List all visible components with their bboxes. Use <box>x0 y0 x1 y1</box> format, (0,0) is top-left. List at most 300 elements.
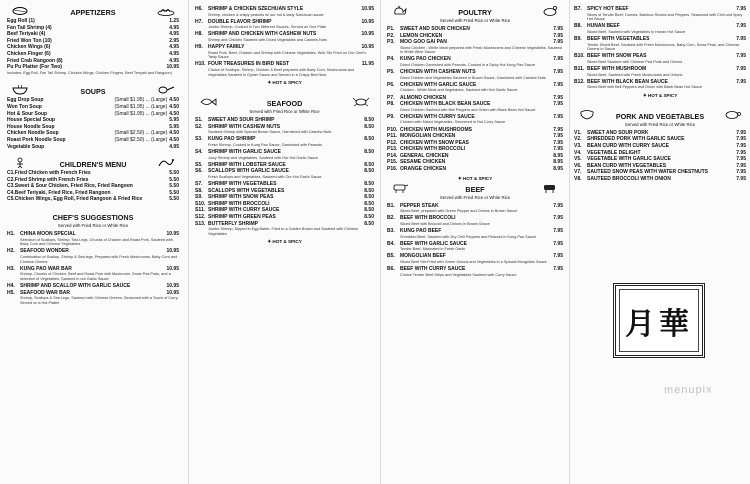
item-description: Diced Chicken and Vegetables Sauteed in Brown Sauce, Garnished with Cashew Nuts <box>400 75 546 80</box>
item-description: Jumbo Shrimp, Cooked in Two Different Sauces, Served on One Plate <box>208 25 327 30</box>
item-description: Chicken with Mixed Vegetables, Simmered in Hot Curry Sauce <box>400 120 506 125</box>
item-price: 10.95 <box>361 6 374 12</box>
menu-item-row <box>7 111 179 118</box>
hot-spicy-legend-1: ✦HOT & SPICY <box>267 80 302 87</box>
menu-item-row <box>7 104 179 111</box>
item-code: B1. <box>387 202 395 209</box>
item-code: P1. <box>387 26 395 32</box>
item-name: SHRIMP WITH BROCCOLI <box>208 200 270 207</box>
item-name: SPICY HOT BEEF <box>587 6 629 12</box>
pig-icon <box>724 109 742 120</box>
menu-item-row <box>7 117 179 124</box>
item-code: H10. <box>195 61 206 68</box>
item-price: 7.95 <box>736 136 746 143</box>
item-code: P11. <box>387 133 398 140</box>
menu-item-row <box>387 241 563 248</box>
item-name: SHRIMP WITH LOBSTER SAUCE <box>208 161 286 168</box>
item-code: B6. <box>387 266 395 273</box>
menu-item-row <box>7 290 179 297</box>
item-name: Fried Crab Rangoon (8) <box>7 57 63 64</box>
logo-chinese-characters: 月華 <box>625 306 693 342</box>
item-price: 7.95 <box>553 253 563 260</box>
item-name: SHRIMP & CHICKEN SZECHUAN STYLE <box>208 6 304 12</box>
chili-pepper-icon: ✦ <box>267 239 272 246</box>
soup-spoon-icon <box>157 84 175 95</box>
item-name: Egg Roll (1) <box>7 18 35 24</box>
item-code: P8. <box>387 101 395 108</box>
seafood-subtitle: Served with Fried Rice or White Rice <box>249 109 320 115</box>
item-description: Fresh Shrimp, Cooked in Kung Pao Sauce, Garnished with Peanuts <box>208 143 322 147</box>
item-code: B9. <box>574 35 582 42</box>
item-description: Tender Beef, Marinated in Fresh Garlic <box>400 247 466 252</box>
chef-list <box>7 231 179 305</box>
item-price: 1.25 <box>169 18 179 24</box>
item-code: V8. <box>574 175 582 182</box>
item-description: Sauteed Shrimp with Special Brown Sauce, Garnished with Cashew Nuts <box>208 130 332 135</box>
item-code: B8. <box>574 23 582 30</box>
item-price: 7.95 <box>553 215 563 222</box>
item-code: P12. <box>387 139 398 146</box>
menu-item-row <box>195 124 374 131</box>
menu-item-row <box>387 266 563 273</box>
item-code: S1. <box>195 117 203 124</box>
item-price: 7.95 <box>553 113 563 120</box>
item-price: 10.95 <box>361 44 374 51</box>
item-price: 10.95 <box>166 289 179 296</box>
menu-item-row <box>7 283 179 290</box>
item-code: P4. <box>387 56 395 63</box>
menu-item-row <box>7 124 179 131</box>
item-name: C2.Fried Shrimp with French Fries <box>7 176 89 183</box>
item-price: 7.95 <box>553 32 563 39</box>
beef-heading: BEEF <box>387 185 563 194</box>
item-price: 7.95 <box>553 228 563 235</box>
item-code: H7. <box>195 18 203 25</box>
item-price: 5.50 <box>169 189 179 196</box>
egg-roll-icon <box>11 5 29 16</box>
item-name: Egg Drop Soup <box>7 97 44 104</box>
item-name: SHRIMP AND SCALLOP WITH GARLIC SAUCE <box>20 282 131 289</box>
beef-list <box>387 203 563 278</box>
item-description: Shrimp and Chicken Sauteed with Diced Vegetables and Cashew Nuts <box>208 37 327 42</box>
chili-pepper-icon: ✦ <box>457 175 462 182</box>
item-name: SHREDDED PORK WITH GARLIC SAUCE <box>587 136 685 143</box>
chef-specials-continued <box>195 6 374 77</box>
menu-item-row <box>387 153 563 160</box>
menu-item-row <box>7 58 179 65</box>
dumpling-plate-icon <box>157 5 175 16</box>
item-price: 4.95 <box>169 143 179 150</box>
item-price: 8.50 <box>364 187 374 194</box>
item-name: Chicken Noodle Soup <box>7 130 59 137</box>
item-name: SHRIMP WITH SNOW PEAS <box>208 194 274 201</box>
item-code: P16. <box>387 166 398 173</box>
menu-item-row <box>387 33 563 40</box>
cow-icon <box>391 182 409 193</box>
item-name: HUNAN BEEF <box>587 23 620 30</box>
item-description: Sliced Beef, Sauteed with Vegetables in Hunan Hot Sauce <box>587 29 686 34</box>
menu-item-row <box>7 18 179 25</box>
item-name: KUNG PAO WAR BAR <box>20 265 72 272</box>
item-name: House Noodle Soup <box>7 123 55 130</box>
item-name: CHICKEN WITH CASHEW NUTS <box>400 69 476 76</box>
fish-icon <box>199 96 217 107</box>
item-code: S8. <box>195 187 203 194</box>
item-name: VEGETABLE DELIGHT <box>587 149 641 156</box>
item-price: 11.95 <box>361 61 374 68</box>
item-name: PEPPER STEAK <box>400 202 439 209</box>
item-description: Shrimp, chicken & crispy peanuts w/ our hot & tasty Szechuan sauce <box>208 12 324 17</box>
item-price: 8.50 <box>364 168 374 175</box>
chef-subtitle: Served with Fried Rice or White Rice <box>57 223 129 229</box>
item-price: 8.95 <box>553 152 563 159</box>
item-code: P15. <box>387 159 398 166</box>
item-code: V4. <box>574 149 582 156</box>
size-options: (Small $2.50) ... (Large) <box>114 130 168 137</box>
menu-item-row <box>387 56 563 63</box>
item-name: CHICKEN WITH BROCCOLI <box>400 146 465 153</box>
item-name: HAPPY FAMILY <box>208 44 245 51</box>
column-1 <box>0 0 185 484</box>
item-code: P14. <box>387 152 398 159</box>
item-description: Tender Sliced Beef, Sauteed with Fresh Mushrooms, Baby Corn, Snow Peas, and Chinese Greens in Sauce <box>587 42 740 52</box>
item-description: Slices of Tender Beef, Carrots, Bamboo Shoots and Peppers, Seasoned with Chili and Spicy Hot Sauce <box>587 12 743 22</box>
item-code: S6. <box>195 168 203 175</box>
item-name: VEGETABLE WITH GARLIC SAUCE <box>587 156 671 163</box>
poultry-subtitle: Served with Fried Rice or White Rice <box>439 18 511 23</box>
item-price: 4.95 <box>169 31 179 38</box>
menu-item-row <box>7 231 179 238</box>
item-price: 10.95 <box>166 231 179 238</box>
menu-item-row <box>7 130 179 137</box>
menu-item-row <box>195 207 374 214</box>
menu-item-row <box>574 150 746 157</box>
menu-item-row <box>574 53 746 60</box>
childrens-heading: CHILDREN'S MENU <box>7 160 179 169</box>
item-name: MONGOLIAN CHICKEN <box>400 133 456 140</box>
item-name: KUNG PAO SHRIMP <box>208 136 256 143</box>
menu-item-row <box>195 201 374 208</box>
pork-heading: PORK AND VEGETABLES <box>574 112 746 121</box>
item-name: SWEET AND SOUR SHRIMP <box>208 117 275 124</box>
item-price: 7.95 <box>736 35 746 42</box>
menu-item-row <box>387 82 563 89</box>
item-price: 10.95 <box>361 18 374 25</box>
vegetable-icon <box>578 109 596 120</box>
item-price: 7.95 <box>553 146 563 153</box>
bull-icon <box>541 182 559 193</box>
menu-item-row <box>195 194 374 201</box>
menu-item-row <box>7 25 179 32</box>
item-name: BEEF WITH CURRY SAUCE <box>400 266 466 273</box>
hen-icon <box>541 5 559 16</box>
dragon-icon <box>157 157 175 168</box>
item-name: C5.Chicken Wings, Egg Roll, Fried Rangoon & Fried Rice <box>7 196 143 203</box>
menu-item-row <box>387 253 563 260</box>
item-name: Hot & Sour Soup <box>7 110 47 117</box>
menu-item-row <box>195 188 374 195</box>
poultry-list <box>387 26 563 173</box>
item-code: V3. <box>574 143 582 149</box>
menu-item-row <box>7 144 179 151</box>
item-code: B4. <box>387 240 395 247</box>
item-price: 8.50 <box>364 136 374 143</box>
item-name: ORANGE CHICKEN <box>400 166 447 173</box>
item-description: Chicken - White Meat and Vegetables, Sauteed with Hot Garlic Sauce <box>400 88 518 93</box>
menu-item-row <box>387 26 563 33</box>
item-name: BEEF WITH VEGETABLES <box>587 35 650 42</box>
item-price: 10.95 <box>361 31 374 38</box>
chili-pepper-icon: ✦ <box>642 92 647 99</box>
item-price: 5.95 <box>169 123 179 130</box>
item-price: 8.50 <box>364 161 374 168</box>
column-2 <box>188 0 378 484</box>
size-options: (Small $2.50) ... (Large) <box>114 136 168 143</box>
chef-heading: CHEF'S SUGGESTIONS <box>52 213 134 223</box>
item-price: 7.95 <box>553 69 563 76</box>
item-code: P2. <box>387 32 395 39</box>
soup-bowl-icon <box>11 84 29 95</box>
menu-item-row <box>7 196 179 203</box>
item-price: 7.95 <box>736 156 746 163</box>
item-name: BEEF WITH MUSHROOM <box>587 65 647 72</box>
item-price: 5.50 <box>169 176 179 183</box>
item-description: Choice of Scallops, Shrimp, Chicken & Beef prepared with Baby Corn, Mushrooms and Vegetables Sauteed in Oyster Sauce and Served in a Crispy Bird Nest <box>208 67 355 77</box>
item-price: 7.95 <box>553 266 563 273</box>
item-price: 7.95 <box>736 78 746 85</box>
menu-item-row <box>7 44 179 51</box>
item-name: SHRIMP WITH CURRY SAUCE <box>208 207 280 214</box>
item-code: S2. <box>195 123 203 130</box>
item-price: 4.95 <box>169 24 179 31</box>
item-price: 7.95 <box>736 129 746 136</box>
item-description: Sliced Beef Sauteed with Chinese Pea Pods and Onions <box>587 59 683 64</box>
item-code: P3. <box>387 39 395 46</box>
item-code: B3. <box>387 228 395 235</box>
item-code: S10. <box>195 200 206 207</box>
pupu-note: Includes: Egg Roll, Fan Tail Shrimp, Chicken Wings, Chicken Fingers, Beef Teriyaki and Rangoon) <box>7 70 172 75</box>
item-code: P5. <box>387 69 395 76</box>
item-code: H8. <box>195 31 203 38</box>
menu-item-row <box>574 79 746 86</box>
menu-item-row <box>387 203 563 210</box>
item-name: SHRIMP WITH GREEN PEAS <box>208 214 276 221</box>
menu-item-row <box>574 23 746 30</box>
menu-item-row <box>7 51 179 58</box>
menu-item-row <box>387 166 563 173</box>
item-code: P13. <box>387 146 398 153</box>
menu-item-row <box>7 38 179 45</box>
menu-item-row <box>7 97 179 104</box>
rooster-icon <box>391 5 409 16</box>
item-code: B10. <box>574 53 585 60</box>
item-price: 4.95 <box>169 44 179 51</box>
item-name: Roast Pork Noodle Soup <box>7 136 66 143</box>
item-name: SEAFOOD WONDER <box>20 248 69 255</box>
item-description: Selection of Scallops, Shrimp, Sea Legs, Chunks of Chicken and Roast Pork, Sauteed with Baby Corn and Chinese Vegetables <box>20 237 173 247</box>
item-price: 8.50 <box>364 117 374 124</box>
menu-item-row <box>387 159 563 166</box>
item-description: Jumbo Shrimp, Dipped in Egg Batter, Fried to a Golden Brown and Sauteed with Chinese Vegetables <box>208 227 359 236</box>
item-name: House Special Soup <box>7 117 56 124</box>
soups-list <box>7 97 179 150</box>
menu-item-row <box>387 228 563 235</box>
menu-item-row <box>387 69 563 76</box>
size-options: (Small $1.95) ... (Large) <box>114 97 168 104</box>
menu-item-row <box>195 136 374 143</box>
item-price: 7.95 <box>736 169 746 176</box>
item-name: SHRIMP WITH VEGETABLES <box>208 181 277 188</box>
menu-item-row <box>195 168 374 175</box>
item-price: 7.95 <box>553 56 563 63</box>
item-description: Combination of Scallop, Shrimp & Sea legs, Prepared with Fresh Mushrooms, Baby Corn and Chinese Greens <box>20 254 178 264</box>
item-code: V2. <box>574 136 582 143</box>
menu-item-row <box>574 66 746 73</box>
item-description: Sliced Beef, Sauteed with Fresh Mushrooms and Onions <box>587 72 683 77</box>
item-code: V6. <box>574 162 582 169</box>
item-code: P7. <box>387 94 395 101</box>
hot-spicy-legend-3: ✦HOT & SPICY <box>457 175 493 182</box>
item-name: C4.Beef Teriyaki, Fried Rice, Fried Rangoon <box>7 189 111 196</box>
item-price: 8.50 <box>364 200 374 207</box>
item-name: ALMOND CHICKEN <box>400 94 447 101</box>
pork-list <box>574 130 746 183</box>
item-code: P9. <box>387 113 395 120</box>
menu-item-row <box>574 143 746 150</box>
item-name: SAUTEED SNOW PEAS WITH WATER CHESTNUTS <box>587 169 709 176</box>
item-code: S7. <box>195 181 203 188</box>
item-description: Shrimp, Scallops & Sea Legs, Sauteed with Chinese Greens, Seasoned with a Touch of Curry, Served on a Hot Platter <box>20 296 179 305</box>
item-description: Choice Tender Beef Strips and Vegetables Sauteed with Curry Sauce <box>400 272 517 277</box>
item-code: V5. <box>574 156 582 163</box>
menu-item-row <box>387 95 563 102</box>
item-description: Juicy Shrimp and Vegetables, Sauteed with Our Hot Garlic Sauce <box>208 155 319 160</box>
item-price: 8.50 <box>364 181 374 188</box>
hot-spicy-legend-2: ✦HOT & SPICY <box>267 239 302 246</box>
item-price: 5.50 <box>169 183 179 190</box>
item-price: 7.95 <box>736 6 746 12</box>
item-name: GENERAL CHICKEN <box>400 152 449 159</box>
item-description: Diced Chicken Garnished with Peanuts, Cooked in a Spicy Hot Kung Pao Sauce <box>400 63 536 68</box>
item-code: P10. <box>387 126 398 133</box>
item-name: C3.Sweet & Sour Chicken, Fried Rice, Fried Rangoon <box>7 183 133 190</box>
item-name: Won Ton Soup <box>7 103 42 110</box>
item-name: FOUR TREASURES IN BIRD NEST <box>208 61 290 68</box>
size-options: (Small $1.95) ... (Large) <box>114 103 168 110</box>
menu-item-row <box>387 140 563 147</box>
item-code: H1. <box>7 231 15 238</box>
menu-item-row <box>7 170 179 177</box>
item-name: KUNG PAO BEEF <box>400 228 442 235</box>
item-name: KUNG PAO CHICKEN <box>400 56 451 63</box>
menu-item-row <box>574 36 746 43</box>
item-price: 4.50 <box>169 97 179 104</box>
item-price: 7.95 <box>553 26 563 32</box>
item-code: H5. <box>7 289 15 296</box>
item-code: H4. <box>7 282 15 289</box>
beef-continued-list <box>574 6 746 90</box>
item-price: 7.95 <box>736 23 746 30</box>
item-code: V1. <box>574 129 582 136</box>
item-code: S13. <box>195 220 206 227</box>
item-name: BEEF WITH SNOW PEAS <box>587 53 647 60</box>
item-name: SCALLOPS WITH VEGETABLES <box>208 187 285 194</box>
item-price: 4.95 <box>169 50 179 57</box>
item-name: BEEF WITH GARLIC SAUCE <box>400 240 467 247</box>
menu-item-row <box>387 133 563 140</box>
item-description: Sliced Beef, prepared with Green Pepper and Onions in Brown Sauce <box>400 209 518 214</box>
item-price: 7.95 <box>553 139 563 146</box>
pork-subtitle: Served with Fried Rice or White Rice <box>624 121 696 127</box>
item-code: H2. <box>7 248 15 255</box>
item-description: Shredded Beef, Sauteed with Dry Chili Peppers and Peanuts in Kung Pao Sauce <box>400 234 536 239</box>
menu-item-row <box>195 214 374 221</box>
chili-pepper-icon: ✦ <box>267 80 272 87</box>
item-description: Fresh Scallops and Vegetables, Sauteed with Our Hot Garlic Sauce <box>208 174 322 179</box>
item-price: 7.95 <box>736 65 746 72</box>
item-name: C1.Fried Chicken with French Fries <box>7 170 91 177</box>
item-price: 7.95 <box>553 39 563 46</box>
item-code: S3. <box>195 136 203 143</box>
item-price: 8.50 <box>364 123 374 130</box>
item-code: S9. <box>195 194 203 201</box>
menu-item-row <box>195 19 374 26</box>
appetizers-list <box>7 18 179 71</box>
item-price: 8.95 <box>553 159 563 166</box>
item-code: S11. <box>195 207 206 214</box>
item-price: 5.50 <box>169 170 179 177</box>
restaurant-logo <box>613 283 705 358</box>
menu-item-row <box>195 221 374 228</box>
item-name: SHRIMP WITH CASHEW NUTS <box>208 123 281 130</box>
item-price: 10.95 <box>166 248 179 255</box>
menu-item-row <box>387 114 563 121</box>
item-price: 7.95 <box>553 81 563 88</box>
item-description: Sliced Beef Stir-Fried with Green Onions and Vegetables in a Special Mongolian Sauce <box>400 260 547 264</box>
item-price: 7.95 <box>736 175 746 182</box>
item-code: H6. <box>195 6 203 12</box>
item-name: CHICKEN WITH BLACK BEAN SAUCE <box>400 101 491 108</box>
menu-item-row <box>195 6 374 13</box>
menu-item-row <box>7 31 179 38</box>
menu-item-row <box>574 156 746 163</box>
item-name: SHRIMP WITH GARLIC SAUCE <box>208 149 281 156</box>
item-price: 10.95 <box>166 64 179 71</box>
menu-item-row <box>195 149 374 156</box>
item-price: 4.50 <box>169 110 179 117</box>
column-4 <box>569 0 750 484</box>
size-options: (Small $1.95) ... (Large) <box>114 110 168 117</box>
menu-item-row <box>574 176 746 183</box>
menu-item-row <box>387 215 563 222</box>
item-code: S12. <box>195 214 206 221</box>
item-price: 8.50 <box>364 220 374 227</box>
item-name: SWEET AND SOUR PORK <box>587 129 649 136</box>
item-name: SWEET AND SOUR CHICKEN <box>400 26 470 32</box>
item-price: 8.95 <box>553 166 563 173</box>
item-description: Sliced Chicken - White Meat prepared with Fresh Mushrooms and Chinese Vegetables, Sauteed in White Wine Sauce <box>400 45 562 55</box>
item-code: B11. <box>574 65 585 72</box>
item-price: 4.50 <box>169 130 179 137</box>
item-code: S4. <box>195 149 203 156</box>
item-name: Fried Won Ton (10) <box>7 37 52 44</box>
item-name: SHRIMP AND CHICKEN WITH CASHEW NUTS <box>208 31 317 38</box>
item-price: 2.95 <box>169 37 179 44</box>
item-name: SEAFOOD WAR BAR <box>20 289 70 296</box>
item-name: DOUBLE FLAVOR SHRIMP <box>208 18 272 25</box>
seafood-heading: SEAFOOD <box>195 99 374 108</box>
item-code: B7. <box>574 6 582 12</box>
